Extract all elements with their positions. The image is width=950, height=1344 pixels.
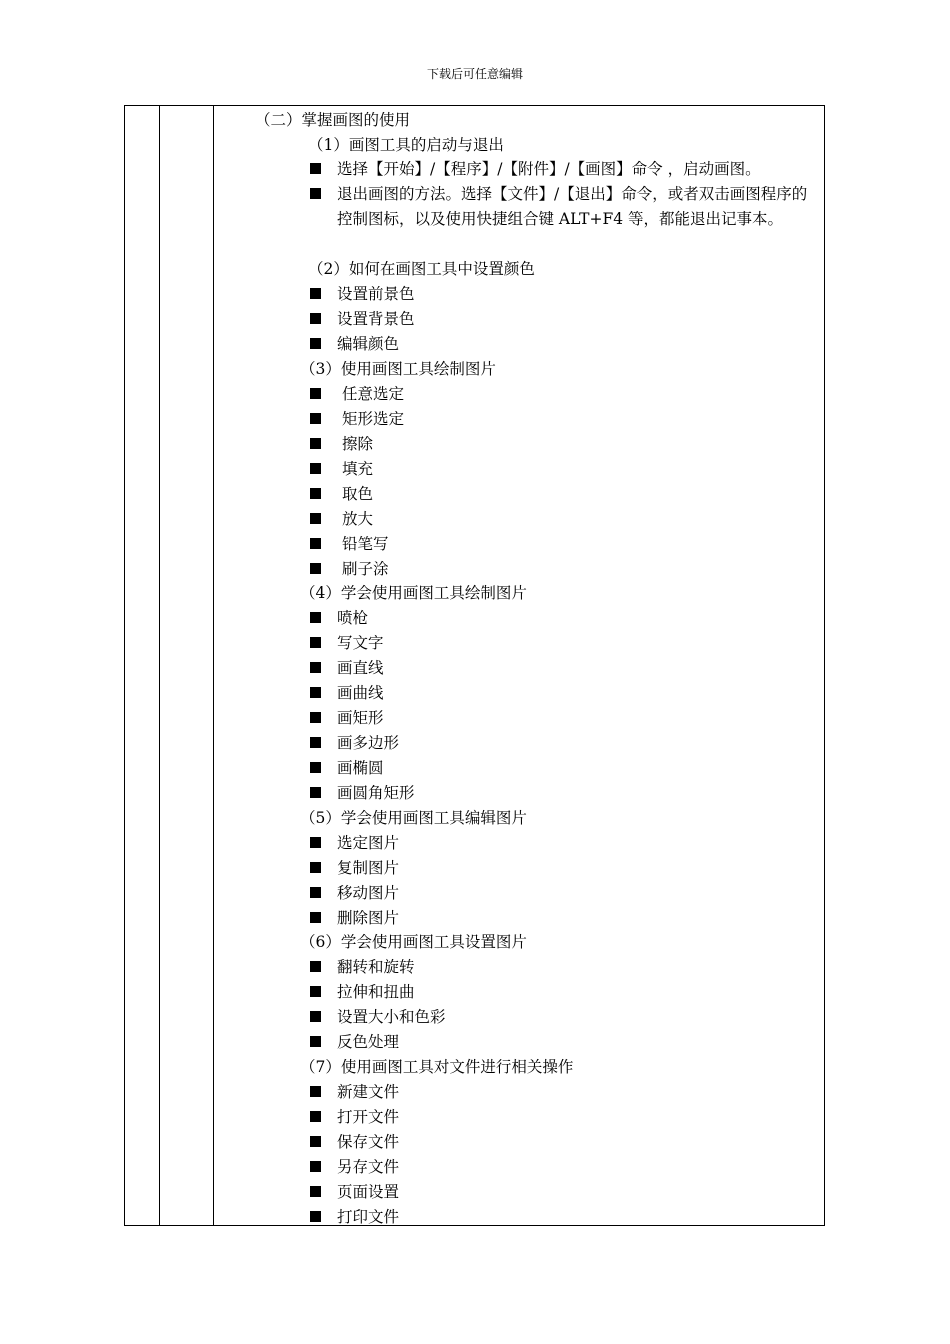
list-item: 喷枪 [337,609,369,627]
bullet-icon [310,1161,321,1172]
bullet-icon [310,1036,321,1047]
list-item: 删除图片 [337,909,400,927]
bullet-icon [310,961,321,972]
list-item: 反色处理 [337,1033,400,1051]
bullet-icon [310,1211,321,1222]
page-header: 下载后可任意编辑 [426,67,523,81]
bullet-icon [310,513,321,524]
subsection-title: （3）使用画图工具绘制图片 [300,360,496,378]
bullet-icon [310,762,321,773]
bullet-icon [310,488,321,499]
subsection-title: （4）学会使用画图工具绘制图片 [300,584,527,602]
subsection-title: （7）使用画图工具对文件进行相关操作 [300,1058,574,1076]
document-table [124,105,825,1226]
bullet-icon [310,912,321,923]
subsection-title: （1）画图工具的启动与退出 [308,136,504,154]
list-item: 翻转和旋转 [337,958,415,976]
bullet-icon [310,787,321,798]
list-item: 放大 [342,510,374,528]
bullet-icon [310,438,321,449]
subsection-title: （6）学会使用画图工具设置图片 [300,933,527,951]
list-item: 打印文件 [337,1208,400,1226]
bullet-icon [310,612,321,623]
bullet-icon [310,712,321,723]
bullet-icon [310,1186,321,1197]
subsection-title: （5）学会使用画图工具编辑图片 [300,809,527,827]
list-item: 画曲线 [337,684,384,702]
list-item: 选择【开始】/【程序】/【附件】/【画图】命令 ，启动画图。 [337,160,761,178]
list-item: 取色 [342,485,374,503]
list-item: 画直线 [337,659,384,677]
bullet-icon [310,837,321,848]
bullet-icon [310,1136,321,1147]
table-content-cell [125,106,824,1225]
bullet-icon [310,538,321,549]
list-item: 退出画图的方法。选择【文件】/【退出】命令，或者双击画图程序的控制图标，以及使用快捷组合键 ALT+F4 等，都能退出记事本。 [337,185,808,228]
bullet-icon [310,563,321,574]
list-item: 选定图片 [337,834,400,852]
list-item: 画多边形 [337,734,400,752]
bullet-icon [310,637,321,648]
list-item: 移动图片 [337,884,400,902]
list-item: 画圆角矩形 [337,784,415,802]
bullet-icon [310,887,321,898]
list-item: 写文字 [337,634,384,652]
list-item: 铅笔写 [342,535,389,553]
bullet-icon [310,413,321,424]
bullet-icon [310,313,321,324]
bullet-icon [310,662,321,673]
list-item: 矩形选定 [342,410,405,428]
bullet-icon [310,338,321,349]
list-item: 刷子涂 [342,560,389,578]
bullet-icon [310,737,321,748]
bullet-icon [310,1111,321,1122]
list-item: 设置背景色 [337,310,415,328]
list-item: 画矩形 [337,709,384,727]
list-item: 填充 [342,460,374,478]
list-item: 保存文件 [337,1133,400,1151]
subsection-title: （2）如何在画图工具中设置颜色 [308,260,535,278]
list-item: 设置大小和色彩 [337,1008,446,1026]
bullet-icon [310,687,321,698]
list-item: 编辑颜色 [337,335,400,353]
list-item: 任意选定 [342,385,405,403]
list-item: 复制图片 [337,859,400,877]
list-item: 画椭圆 [337,759,384,777]
bullet-icon [310,986,321,997]
bullet-icon [310,1086,321,1097]
list-item: 新建文件 [337,1083,400,1101]
list-item: 页面设置 [337,1183,400,1201]
bullet-icon [310,862,321,873]
list-item: 打开文件 [337,1108,400,1126]
bullet-icon [310,163,321,174]
list-item: 拉伸和扭曲 [337,983,415,1001]
bullet-icon [310,388,321,399]
list-item: 设置前景色 [337,285,415,303]
list-item: 另存文件 [337,1158,400,1176]
section-title: （二）掌握画图的使用 [255,111,411,129]
bullet-icon [310,288,321,299]
bullet-icon [310,463,321,474]
bullet-icon [310,1011,321,1022]
bullet-icon [310,188,321,199]
list-item: 擦除 [342,435,374,453]
